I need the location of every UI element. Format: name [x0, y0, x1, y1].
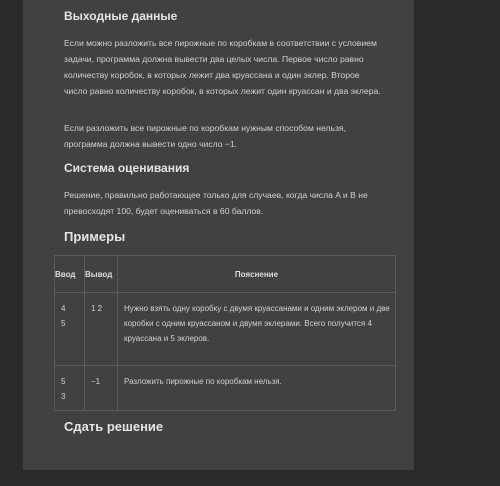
header-output: Вывод: [85, 256, 118, 293]
example-explanation-cell: [118, 366, 396, 411]
example-explanation-cell: [118, 293, 396, 366]
example-input-line: 5: [61, 319, 66, 328]
output-paragraph-1: Если можно разложить все пирожные по коробкам в соответствии с условием задачи, программа должна вывести два целых числа. Первое число равно количеству коробок, в которых лежит два круассана и один эклер. Второе число равно количеству коробок, в которых лежит один круассан и два эклера.: [64, 38, 381, 96]
header-explanation: Пояснение: [118, 256, 396, 293]
examples-table: [54, 255, 396, 411]
example-input-line: 5: [61, 377, 66, 386]
header-input: Ввод: [55, 256, 85, 293]
example-input-cell: [55, 293, 85, 366]
example-output-cell: [85, 366, 118, 411]
example-explanation: Разложить пирожные по коробкам нельзя.: [124, 377, 282, 386]
example-input-cell: [55, 366, 85, 411]
grading-paragraph: Решение, правильно работающее только для случаев, когда числа A и B не превосходят 100, будет оцениваться в 60 баллов.: [64, 190, 368, 216]
table-row: [55, 366, 396, 411]
output-section-title: Выходные данные: [64, 9, 178, 23]
example-explanation: Нужно взять одну коробку с двумя круассанами и одним эклером и две коробки с одним круассаном и двумя эклерами. Всего получится 4 круассана и 5 эклеров.: [124, 304, 390, 343]
example-output: 1 2: [91, 304, 103, 313]
example-output-cell: [85, 293, 118, 366]
grading-section-title: Система оценивания: [64, 161, 190, 175]
table-header-row: [55, 256, 396, 293]
submit-section-title: Сдать решение: [64, 419, 164, 434]
example-input-line: 4: [61, 304, 66, 313]
examples-section-title: Примеры: [64, 229, 126, 244]
example-output: −1: [91, 377, 101, 386]
table-row: [55, 293, 396, 366]
example-input-line: 3: [61, 392, 66, 401]
output-paragraph-2: Если разложить все пирожные по коробкам нужным способом нельзя, программа должна вывести одно число −1.: [64, 123, 346, 149]
problem-page: [23, 0, 414, 470]
